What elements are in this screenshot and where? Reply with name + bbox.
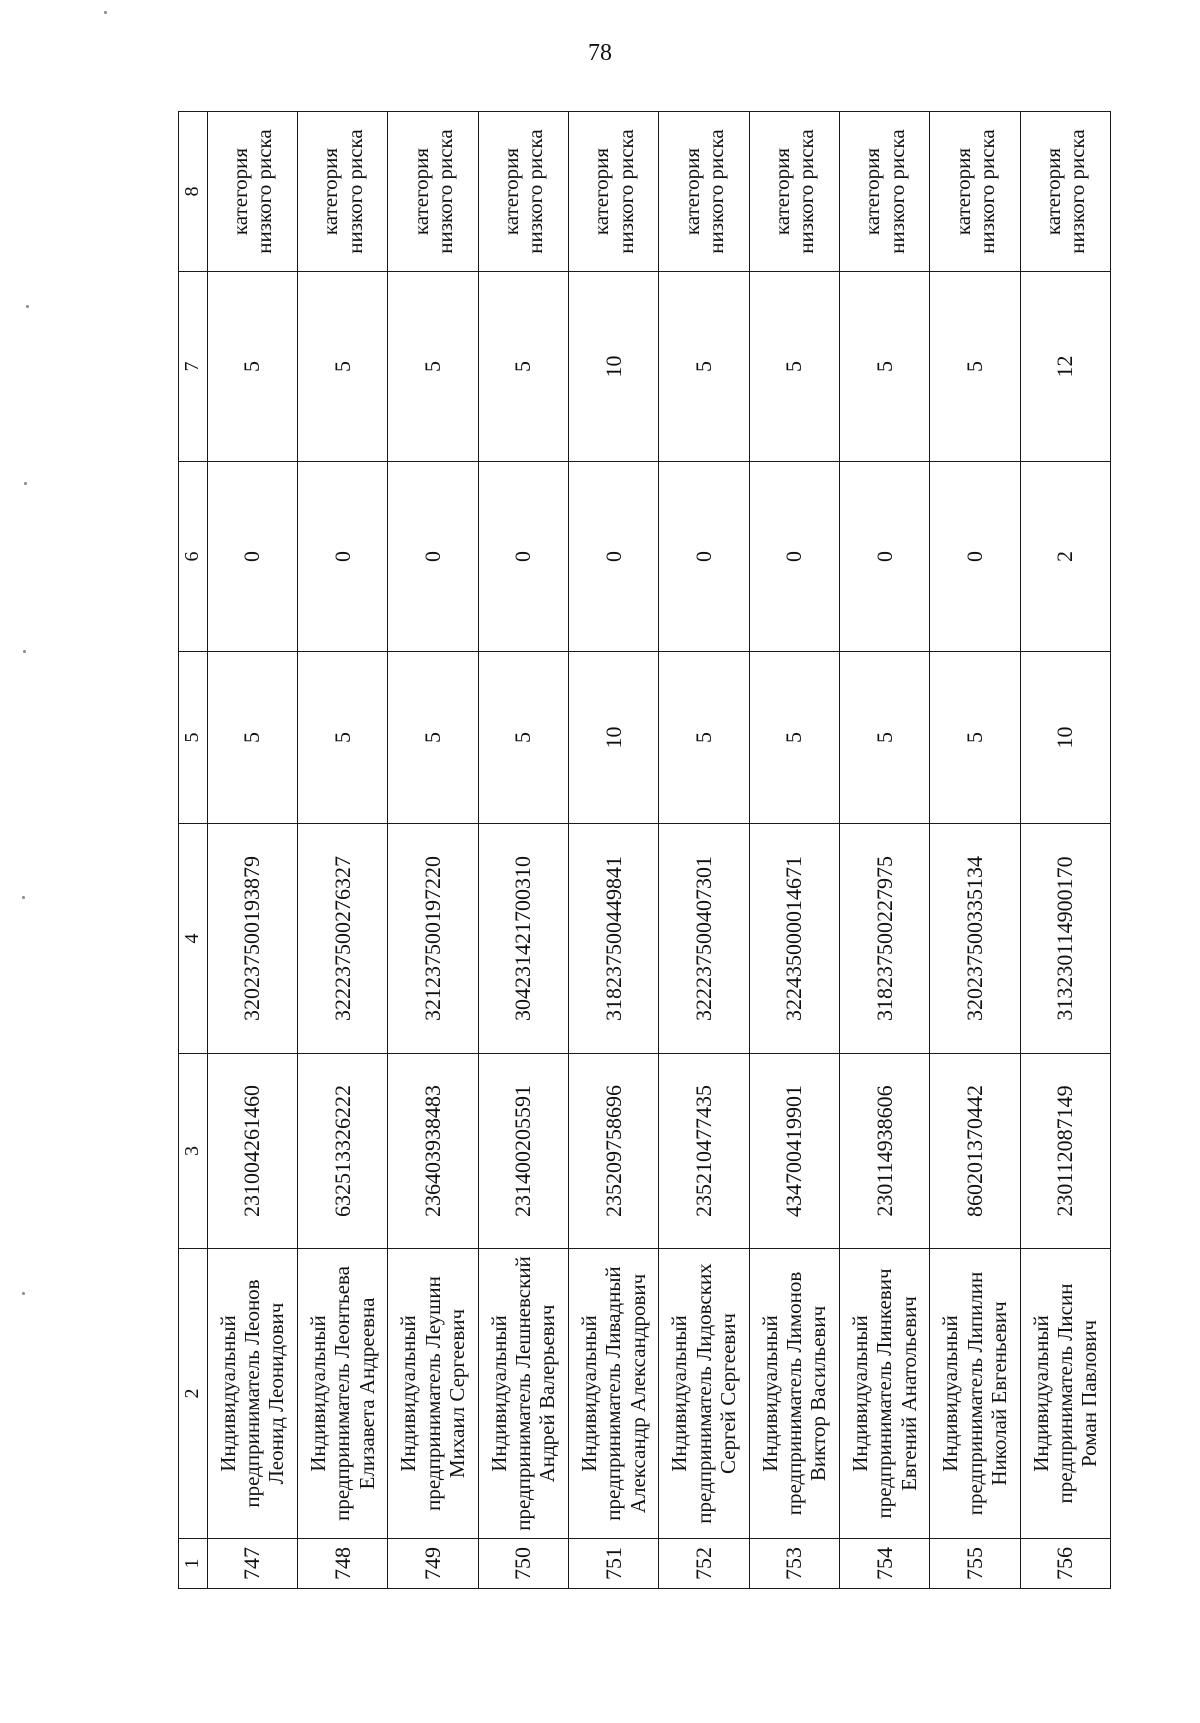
inn-cell-line: 231004261460 [239, 1085, 265, 1217]
col7-value-cell [659, 272, 749, 462]
entrepreneur-name-cell-line: предприниматель Леонов [240, 1279, 265, 1508]
risk-category-cell [1020, 112, 1110, 272]
col6-value-cell-line: 0 [329, 551, 355, 562]
row-number-cell-line: 748 [329, 1547, 355, 1580]
col5-value-cell-line: 5 [239, 732, 265, 743]
row-number-cell [839, 1539, 929, 1589]
table-row [1020, 112, 1110, 1589]
header-col-8: 8 [179, 112, 208, 272]
col6-value-cell-line: 0 [781, 551, 807, 562]
header-col-6: 6 [179, 462, 208, 652]
row-number-cell-line: 756 [1052, 1547, 1078, 1580]
risk-category-cell-line: низкого риска [523, 129, 548, 254]
col7-value-cell-line: 5 [239, 361, 265, 372]
table-row [659, 112, 749, 1589]
entrepreneur-name-cell-line: предприниматель Леушин [420, 1276, 445, 1511]
risk-category-cell [930, 112, 1020, 272]
ogrnip-cell [930, 824, 1020, 1054]
risk-category-cell [388, 112, 478, 272]
ogrnip-cell-line: 313230114900170 [1052, 856, 1078, 1021]
col6-value-cell-line: 0 [419, 551, 445, 562]
ogrnip-cell [659, 824, 749, 1054]
ogrnip-cell [568, 824, 658, 1054]
header-col-7: 7 [179, 272, 208, 462]
scan-speck [22, 1292, 25, 1295]
entrepreneur-name-cell-line: Индивидуальный [486, 1315, 511, 1472]
ogrnip-cell [478, 824, 568, 1054]
entrepreneur-name-cell-line: Сергей Сергеевич [716, 1313, 741, 1475]
col5-value-cell [930, 652, 1020, 824]
inn-cell [297, 1054, 387, 1249]
entrepreneur-name-cell-line: предприниматель Лимонов [782, 1271, 807, 1516]
risk-category-cell-line: низкого риска [613, 129, 638, 254]
entrepreneur-name-cell [749, 1249, 839, 1539]
inn-cell [839, 1054, 929, 1249]
risk-category-cell [207, 112, 297, 272]
risk-category-cell-line: низкого риска [974, 129, 999, 254]
entrepreneur-name-cell-line: предприниматель Лидовских [691, 1263, 716, 1524]
ogrnip-cell-line: 318237500449841 [600, 856, 626, 1021]
scan-speck [22, 896, 25, 899]
row-number-cell [749, 1539, 839, 1589]
entrepreneur-name-cell [659, 1249, 749, 1539]
row-number-cell [388, 1539, 478, 1589]
col7-value-cell-line: 12 [1052, 355, 1078, 378]
entrepreneur-name-cell-line: Индивидуальный [848, 1315, 873, 1472]
entrepreneur-name-cell-line: Александр Александрович [625, 1273, 650, 1514]
entrepreneur-name-cell [839, 1249, 929, 1539]
row-number-cell [297, 1539, 387, 1589]
inn-cell [388, 1054, 478, 1249]
risk-category-cell [749, 112, 839, 272]
inn-cell [1020, 1054, 1110, 1249]
col5-value-cell-line: 5 [690, 732, 716, 743]
col6-value-cell [659, 462, 749, 652]
header-col-1: 1 [179, 1539, 208, 1589]
entrepreneur-name-cell-line: предприниматель Линкевич [872, 1268, 897, 1519]
ogrnip-cell-line: 320237500193879 [239, 856, 265, 1021]
col7-value-cell-line: 5 [961, 361, 987, 372]
entrepreneur-name-cell-line: Индивидуальный [757, 1315, 782, 1472]
risk-category-cell-line: категория [860, 147, 885, 236]
col6-value-cell [478, 462, 568, 652]
entrepreneur-name-cell-line: Николай Евгеньевич [987, 1301, 1012, 1486]
header-col-5: 5 [179, 652, 208, 824]
header-col-3: 3 [179, 1054, 208, 1249]
table-row [749, 112, 839, 1589]
inn-cell [930, 1054, 1020, 1249]
inn-cell-line: 235210477435 [690, 1085, 716, 1217]
risk-category-cell-line: категория [1041, 147, 1066, 236]
col7-value-cell-line: 5 [510, 361, 536, 372]
row-number-cell [1020, 1539, 1110, 1589]
table-row [839, 112, 929, 1589]
risk-category-cell-line: низкого риска [252, 129, 277, 254]
ogrnip-cell-line: 322435000014671 [781, 856, 807, 1021]
risk-category-cell-line: низкого риска [342, 129, 367, 254]
risk-category-cell-line: категория [499, 147, 524, 236]
ogrnip-cell [388, 824, 478, 1054]
scan-speck [104, 11, 107, 14]
col7-value-cell [839, 272, 929, 462]
inn-cell-line: 236403938483 [419, 1085, 445, 1217]
col6-value-cell [749, 462, 839, 652]
row-number-cell-line: 749 [419, 1547, 445, 1580]
col5-value-cell-line: 5 [419, 732, 445, 743]
risk-category-cell-line: категория [950, 147, 975, 236]
risk-category-cell [839, 112, 929, 272]
col7-value-cell [207, 272, 297, 462]
registry-table [178, 111, 1111, 1589]
entrepreneur-name-cell [478, 1249, 568, 1539]
col6-value-cell-line: 0 [961, 551, 987, 562]
col7-value-cell [1020, 272, 1110, 462]
col6-value-cell-line: 2 [1052, 551, 1078, 562]
col5-value-cell-line: 5 [329, 732, 355, 743]
entrepreneur-name-cell-line: Виктор Васильевич [806, 1305, 831, 1482]
entrepreneur-name-cell [930, 1249, 1020, 1539]
ogrnip-cell-line: 320237500335134 [961, 856, 987, 1021]
inn-cell [749, 1054, 839, 1249]
row-number-cell-line: 754 [871, 1547, 897, 1580]
ogrnip-cell [207, 824, 297, 1054]
inn-cell-line: 231400205591 [510, 1085, 536, 1217]
col5-value-cell [839, 652, 929, 824]
header-col-4: 4 [179, 824, 208, 1054]
ogrnip-cell-line: 322237500407301 [690, 856, 716, 1021]
entrepreneur-name-cell [388, 1249, 478, 1539]
inn-cell [568, 1054, 658, 1249]
col5-value-cell [1020, 652, 1110, 824]
col5-value-cell-line: 10 [1052, 726, 1078, 749]
header-row [179, 112, 208, 1589]
entrepreneur-name-cell-line: предприниматель Леонтьева [330, 1266, 355, 1521]
entrepreneur-name-cell-line: Роман Павлович [1077, 1319, 1102, 1468]
inn-cell-line: 230112087149 [1052, 1085, 1078, 1217]
row-number-cell-line: 751 [600, 1547, 626, 1580]
entrepreneur-name-cell [207, 1249, 297, 1539]
col6-value-cell [388, 462, 478, 652]
row-number-cell-line: 753 [781, 1547, 807, 1580]
col5-value-cell [388, 652, 478, 824]
entrepreneur-name-cell-line: предприниматель Лешневский [511, 1256, 536, 1531]
entrepreneur-name-cell-line: Андрей Валерьевич [535, 1304, 560, 1483]
entrepreneur-name-cell-line: Индивидуальный [938, 1315, 963, 1472]
col5-value-cell-line: 5 [871, 732, 897, 743]
inn-cell-line: 235209758696 [600, 1085, 626, 1217]
col7-value-cell [749, 272, 839, 462]
table-row [930, 112, 1020, 1589]
row-number-cell-line: 747 [239, 1547, 265, 1580]
risk-category-cell-line: низкого риска [703, 129, 728, 254]
entrepreneur-name-cell-line: Леонид Леонидович [264, 1302, 289, 1485]
entrepreneur-name-cell [568, 1249, 658, 1539]
table-row [568, 112, 658, 1589]
row-number-cell-line: 752 [690, 1547, 716, 1580]
table-body [207, 112, 1110, 1589]
col7-value-cell [478, 272, 568, 462]
entrepreneur-name-cell-line: Индивидуальный [396, 1315, 421, 1472]
inn-cell [659, 1054, 749, 1249]
risk-category-cell-line: категория [679, 147, 704, 236]
ogrnip-cell [1020, 824, 1110, 1054]
risk-category-cell [297, 112, 387, 272]
table-container [178, 112, 1111, 1589]
inn-cell-line: 632513326222 [329, 1085, 355, 1217]
ogrnip-cell-line: 318237500227975 [871, 856, 897, 1021]
ogrnip-cell [839, 824, 929, 1054]
row-number-cell [207, 1539, 297, 1589]
row-number-cell [568, 1539, 658, 1589]
col6-value-cell [207, 462, 297, 652]
scan-speck [26, 305, 29, 308]
inn-cell [478, 1054, 568, 1249]
inn-cell-line: 860201370442 [961, 1085, 987, 1217]
inn-cell [207, 1054, 297, 1249]
entrepreneur-name-cell-line: предприниматель Липилин [962, 1271, 987, 1516]
col5-value-cell-line: 5 [961, 732, 987, 743]
entrepreneur-name-cell-line: Елизавета Андреевна [354, 1297, 379, 1490]
col5-value-cell-line: 10 [600, 726, 626, 749]
col7-value-cell-line: 10 [600, 355, 626, 378]
risk-category-cell [478, 112, 568, 272]
table-row [297, 112, 387, 1589]
col5-value-cell [568, 652, 658, 824]
col6-value-cell-line: 0 [690, 551, 716, 562]
col5-value-cell [297, 652, 387, 824]
col7-value-cell [297, 272, 387, 462]
row-number-cell [478, 1539, 568, 1589]
ogrnip-cell-line: 322237500276327 [329, 856, 355, 1021]
inn-cell-line: 230114938606 [871, 1085, 897, 1217]
page-number: 78 [588, 40, 612, 66]
entrepreneur-name-cell [1020, 1249, 1110, 1539]
entrepreneur-name-cell-line: Индивидуальный [215, 1315, 240, 1472]
table-header [179, 112, 208, 1589]
col5-value-cell [749, 652, 839, 824]
col7-value-cell-line: 5 [871, 361, 897, 372]
risk-category-cell-line: низкого риска [432, 129, 457, 254]
risk-category-cell-line: категория [228, 147, 253, 236]
row-number-cell-line: 755 [961, 1547, 987, 1580]
col7-value-cell [388, 272, 478, 462]
col5-value-cell-line: 5 [510, 732, 536, 743]
col5-value-cell [478, 652, 568, 824]
col7-value-cell-line: 5 [419, 361, 445, 372]
col5-value-cell [659, 652, 749, 824]
entrepreneur-name-cell-line: Индивидуальный [667, 1315, 692, 1472]
entrepreneur-name-cell-line: Индивидуальный [1028, 1315, 1053, 1472]
entrepreneur-name-cell-line: предприниматель Лисин [1053, 1283, 1078, 1504]
col7-value-cell-line: 5 [329, 361, 355, 372]
col6-value-cell-line: 0 [871, 551, 897, 562]
ogrnip-cell-line: 304231421700310 [510, 856, 536, 1021]
col6-value-cell [297, 462, 387, 652]
col6-value-cell [1020, 462, 1110, 652]
entrepreneur-name-cell-line: Индивидуальный [306, 1315, 331, 1472]
risk-category-cell-line: низкого риска [794, 129, 819, 254]
risk-category-cell-line: низкого риска [1065, 129, 1090, 254]
col6-value-cell [568, 462, 658, 652]
entrepreneur-name-cell [297, 1249, 387, 1539]
ogrnip-cell [749, 824, 839, 1054]
entrepreneur-name-cell-line: Евгений Анатольевич [896, 1296, 921, 1491]
col6-value-cell-line: 0 [510, 551, 536, 562]
entrepreneur-name-cell-line: Индивидуальный [577, 1315, 602, 1472]
table-row [388, 112, 478, 1589]
table-row [207, 112, 297, 1589]
col5-value-cell-line: 5 [781, 732, 807, 743]
risk-category-cell-line: категория [770, 147, 795, 236]
risk-category-cell-line: низкого риска [884, 129, 909, 254]
entrepreneur-name-cell-line: предприниматель Ливадный [601, 1266, 626, 1521]
col7-value-cell-line: 5 [690, 361, 716, 372]
col7-value-cell [568, 272, 658, 462]
scan-speck [23, 650, 26, 653]
header-col-2: 2 [179, 1249, 208, 1539]
risk-category-cell [659, 112, 749, 272]
ogrnip-cell [297, 824, 387, 1054]
scan-speck [24, 482, 27, 485]
risk-category-cell [568, 112, 658, 272]
row-number-cell-line: 750 [510, 1547, 536, 1580]
col6-value-cell [839, 462, 929, 652]
risk-category-cell-line: категория [408, 147, 433, 236]
risk-category-cell-line: категория [589, 147, 614, 236]
row-number-cell [930, 1539, 1020, 1589]
col7-value-cell-line: 5 [781, 361, 807, 372]
table-row [478, 112, 568, 1589]
col5-value-cell [207, 652, 297, 824]
ogrnip-cell-line: 321237500197220 [419, 856, 445, 1021]
entrepreneur-name-cell-line: Михаил Сергеевич [445, 1308, 470, 1479]
inn-cell-line: 434700419901 [781, 1085, 807, 1217]
col6-value-cell-line: 0 [239, 551, 265, 562]
col6-value-cell-line: 0 [600, 551, 626, 562]
row-number-cell [659, 1539, 749, 1589]
col6-value-cell [930, 462, 1020, 652]
col7-value-cell [930, 272, 1020, 462]
risk-category-cell-line: категория [318, 147, 343, 236]
